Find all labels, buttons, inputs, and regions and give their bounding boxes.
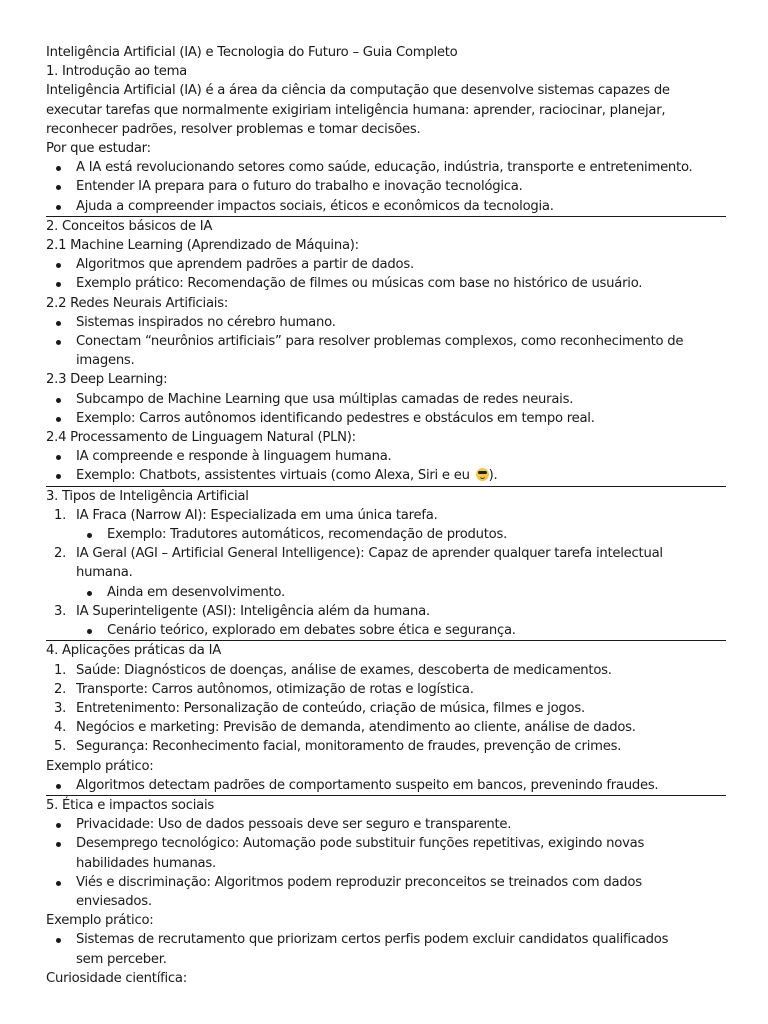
item-text: Transporte: Carros autônomos, otimização de rotas e logística.: [76, 681, 474, 697]
dl-list: [46, 390, 726, 428]
item-text: Saúde: Diagnósticos de doenças, análise de exames, descoberta de medicamentos.: [76, 662, 612, 678]
section-3-heading: 3. Tipos de Inteligência Artificial: [46, 488, 249, 504]
paragraph-line: executar tarefas que normalmente exigiriam inteligência humana: aprender, raciocinar, planejar,: [46, 102, 666, 118]
item-text: Entretenimento: Personalização de conteúdo, criação de música, filmes e jogos.: [76, 700, 585, 716]
section-1-heading: 1. Introdução ao tema: [46, 64, 188, 80]
item-text: IA Superinteligente (ASI): Inteligência além da humana.: [76, 603, 430, 619]
applications-list: [46, 661, 726, 757]
item-number: 2.: [54, 681, 67, 697]
sub-list-item: Exemplo: Tradutores automáticos, recomendação de produtos.: [46, 525, 726, 544]
item-number: 5.: [54, 739, 67, 755]
item-number: 1.: [54, 662, 67, 678]
list-item: [46, 873, 726, 911]
example-list: [46, 930, 726, 968]
document-body: [46, 43, 726, 988]
section-4-heading: 4. Aplicações práticas da IA: [46, 643, 221, 659]
item-number: 4.: [54, 720, 67, 736]
list-item: Sistemas inspirados no cérebro humano.: [46, 313, 726, 332]
list-item: Algoritmos detectam padrões de comportamento suspeito em bancos, prevenindo fraudes.: [46, 776, 726, 795]
item-number: 1.: [54, 507, 67, 523]
list-item: Algoritmos que aprendem padrões a partir de dados.: [46, 255, 726, 274]
example-label: Exemplo prático:: [46, 913, 154, 929]
list-item-line: Sistemas de recrutamento que priorizam certos perfis podem excluir candidatos qualificados: [76, 932, 669, 948]
numbered-item: [46, 544, 726, 602]
example-label: Exemplo prático:: [46, 758, 154, 774]
list-item: [46, 466, 726, 485]
list-item: Entender IA prepara para o futuro do trabalho e inovação tecnológica.: [46, 177, 726, 196]
section-5-heading: 5. Ética e impactos sociais: [46, 797, 215, 813]
item-number: 2.: [54, 546, 67, 562]
list-item-line: enviesados.: [76, 893, 152, 909]
section-2-heading: 2. Conceitos básicos de IA: [46, 218, 213, 234]
numbered-item: [46, 680, 726, 699]
curiosity-label: Curiosidade científica:: [46, 970, 187, 986]
numbered-item: [46, 737, 726, 756]
list-item: IA compreende e responde à linguagem humana.: [46, 447, 726, 466]
subsection-ml-heading: 2.1 Machine Learning (Aprendizado de Máquina):: [46, 238, 359, 254]
list-item-line: Viés e discriminação: Algoritmos podem reproduzir preconceitos se treinados com dados: [76, 874, 642, 890]
nn-list: [46, 313, 726, 371]
list-item-line: Desemprego tecnológico: Automação pode substituir funções repetitivas, exigindo novas: [76, 836, 645, 852]
item-text: IA Geral (AGI – Artificial General Intelligence): Capaz de aprender qualquer tarefa intelectual: [76, 546, 663, 562]
list-item: Subcampo de Machine Learning que usa múltiplas camadas de redes neurais.: [46, 390, 726, 409]
ethics-list: [46, 815, 726, 911]
section-1-paragraph: [46, 81, 726, 139]
list-item-line: habilidades humanas.: [76, 855, 216, 871]
list-item: [46, 930, 726, 968]
item-number: 3.: [54, 700, 67, 716]
list-item: [46, 834, 726, 872]
sub-list: [46, 525, 726, 544]
list-item: Exemplo prático: Recomendação de filmes ou músicas com base no histórico de usuário.: [46, 274, 726, 293]
list-item-line: sem perceber.: [76, 951, 167, 967]
subsection-nlp-heading: 2.4 Processamento de Linguagem Natural (PLN):: [46, 430, 356, 446]
list-item-text: Exemplo: Chatbots, assistentes virtuais (como Alexa, Siri e eu: [76, 468, 470, 484]
numbered-item: [46, 699, 726, 718]
why-study-list: [46, 158, 726, 216]
list-item: [46, 332, 726, 370]
sunglasses-emoji-icon: [476, 468, 489, 481]
numbered-item: [46, 602, 726, 640]
list-item-line: imagens.: [76, 353, 135, 369]
sub-list: [46, 621, 726, 640]
sub-list: [46, 583, 726, 602]
list-item: Ajuda a compreender impactos sociais, éticos e econômicos da tecnologia.: [46, 197, 726, 216]
list-item-line: Conectam “neurônios artificiais” para resolver problemas complexos, como reconhecimento de: [76, 334, 684, 350]
numbered-item: [46, 661, 726, 680]
item-text: IA Fraca (Narrow AI): Especializada em uma única tarefa.: [76, 507, 438, 523]
numbered-item: [46, 718, 726, 737]
item-text: Negócios e marketing: Previsão de demanda, atendimento ao cliente, análise de dados.: [76, 720, 636, 736]
ai-types-list: [46, 506, 726, 640]
ml-list: [46, 255, 726, 293]
document-title: Inteligência Artificial (IA) e Tecnologia do Futuro – Guia Completo: [46, 45, 458, 60]
sub-list-item: Cenário teórico, explorado em debates sobre ética e segurança.: [46, 621, 726, 640]
sub-list-item: Ainda em desenvolvimento.: [46, 583, 726, 602]
subsection-dl-heading: 2.3 Deep Learning:: [46, 372, 168, 388]
list-item: A IA está revolucionando setores como saúde, educação, indústria, transporte e entretenimento.: [46, 158, 726, 177]
list-item-text-end: ).: [488, 468, 498, 484]
list-item: Exemplo: Carros autônomos identificando pedestres e obstáculos em tempo real.: [46, 409, 726, 428]
numbered-item: [46, 506, 726, 544]
paragraph-line: reconhecer padrões, resolver problemas e tomar decisões.: [46, 121, 421, 137]
example-list: [46, 776, 726, 795]
subsection-nn-heading: 2.2 Redes Neurais Artificiais:: [46, 295, 229, 311]
nlp-list: [46, 447, 726, 485]
why-study-label: Por que estudar:: [46, 141, 151, 157]
item-text: Segurança: Reconhecimento facial, monitoramento de fraudes, prevenção de crimes.: [76, 739, 622, 755]
list-item: Privacidade: Uso de dados pessoais deve ser seguro e transparente.: [46, 815, 726, 834]
item-text: humana.: [76, 565, 133, 581]
paragraph-line: Inteligência Artificial (IA) é a área da ciência da computação que desenvolve sistemas capazes de: [46, 83, 670, 99]
item-number: 3.: [54, 603, 67, 619]
